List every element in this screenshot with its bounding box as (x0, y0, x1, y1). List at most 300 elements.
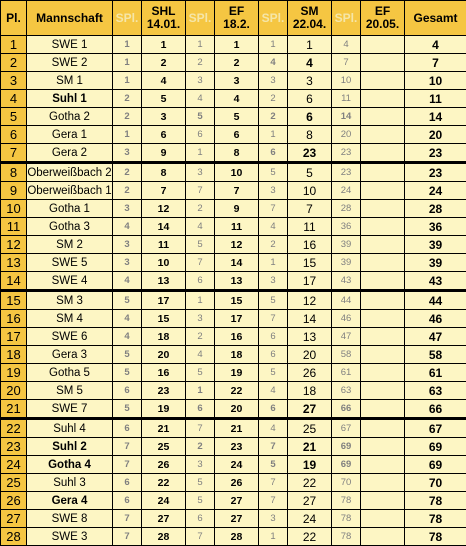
header-shl-label: SHL (152, 4, 176, 18)
total-points: 63 (405, 382, 466, 400)
spl-ef: 4 (186, 90, 215, 108)
spl-shl: 5 (113, 346, 142, 364)
team-name: Gotha 4 (27, 456, 113, 474)
points-ef: 27 (215, 510, 259, 528)
team-name: SM 1 (27, 72, 113, 90)
points-ef2 (361, 182, 405, 200)
points-ef2 (361, 438, 405, 456)
place: 23 (1, 438, 27, 456)
spl-sm: 2 (259, 108, 288, 126)
spl-ef: 1 (186, 291, 215, 310)
header-sm (288, 1, 332, 36)
spl-shl: 6 (113, 492, 142, 510)
total-points: 78 (405, 528, 466, 546)
team-name: Suhl 4 (27, 419, 113, 438)
points-ef2 (361, 528, 405, 546)
total-points: 4 (405, 36, 466, 54)
total-points: 69 (405, 456, 466, 474)
place: 5 (1, 108, 27, 126)
points-sm: 6 (288, 108, 332, 126)
spl-ef2: 46 (332, 310, 361, 328)
spl-sm: 7 (259, 200, 288, 218)
spl-ef2: 78 (332, 492, 361, 510)
spl-shl: 1 (113, 54, 142, 72)
points-ef2 (361, 400, 405, 419)
table-row (1, 310, 466, 328)
spl-sm: 1 (259, 36, 288, 54)
header-shl (142, 1, 186, 36)
points-ef: 26 (215, 474, 259, 492)
spl-sm: 6 (259, 346, 288, 364)
table-row (1, 126, 466, 144)
spl-ef2: 58 (332, 346, 361, 364)
points-shl: 25 (142, 438, 186, 456)
points-sm: 21 (288, 438, 332, 456)
header-total: Gesamt (405, 1, 466, 36)
points-ef: 12 (215, 236, 259, 254)
team-name: Suhl 2 (27, 438, 113, 456)
spl-ef: 2 (186, 438, 215, 456)
spl-ef2: 63 (332, 382, 361, 400)
total-points: 24 (405, 182, 466, 200)
spl-ef: 7 (186, 528, 215, 546)
points-ef2 (361, 108, 405, 126)
place: 27 (1, 510, 27, 528)
points-sm: 26 (288, 364, 332, 382)
table-row (1, 474, 466, 492)
spl-ef: 4 (186, 218, 215, 236)
spl-shl: 2 (113, 182, 142, 200)
points-ef2 (361, 474, 405, 492)
header-spl-2: SPl. (186, 1, 215, 36)
spl-shl: 7 (113, 438, 142, 456)
points-ef2 (361, 218, 405, 236)
team-name: Suhl 3 (27, 474, 113, 492)
points-sm: 14 (288, 310, 332, 328)
points-sm: 10 (288, 182, 332, 200)
header-spl-3: SPl. (259, 1, 288, 36)
spl-sm: 3 (259, 272, 288, 291)
points-sm: 5 (288, 163, 332, 182)
points-ef2 (361, 163, 405, 182)
team-name: SM 3 (27, 291, 113, 310)
place: 13 (1, 254, 27, 272)
points-shl: 1 (142, 36, 186, 54)
place: 18 (1, 346, 27, 364)
table-row (1, 200, 466, 218)
header-team: Mannschaft (27, 1, 113, 36)
points-shl: 26 (142, 456, 186, 474)
team-name: SWE 6 (27, 328, 113, 346)
points-shl: 28 (142, 528, 186, 546)
spl-sm: 4 (259, 382, 288, 400)
table-row (1, 54, 466, 72)
total-points: 28 (405, 200, 466, 218)
points-sm: 24 (288, 510, 332, 528)
points-sm: 22 (288, 528, 332, 546)
table-row (1, 382, 466, 400)
table-row (1, 528, 466, 546)
points-ef: 4 (215, 90, 259, 108)
place: 25 (1, 474, 27, 492)
table-row (1, 218, 466, 236)
points-sm: 16 (288, 236, 332, 254)
place: 22 (1, 419, 27, 438)
team-name: Gera 2 (27, 144, 113, 163)
spl-sm: 6 (259, 400, 288, 419)
team-name: Oberweißbach 1 (27, 182, 113, 200)
header-ef (215, 1, 259, 36)
spl-sm: 5 (259, 364, 288, 382)
total-points: 47 (405, 328, 466, 346)
spl-shl: 2 (113, 90, 142, 108)
points-sm: 7 (288, 200, 332, 218)
spl-ef2: 20 (332, 126, 361, 144)
table-row (1, 510, 466, 528)
place: 21 (1, 400, 27, 419)
place: 15 (1, 291, 27, 310)
spl-ef: 5 (186, 108, 215, 126)
spl-shl: 3 (113, 144, 142, 163)
total-points: 11 (405, 90, 466, 108)
spl-shl: 2 (113, 163, 142, 182)
header-shl-date: 14.01. (147, 17, 180, 31)
points-sm: 19 (288, 456, 332, 474)
spl-ef: 2 (186, 328, 215, 346)
spl-sm: 1 (259, 254, 288, 272)
points-sm: 4 (288, 54, 332, 72)
header-sm-date: 22.04. (293, 17, 326, 31)
team-name: SM 2 (27, 236, 113, 254)
points-sm: 20 (288, 346, 332, 364)
header-ef-label: EF (229, 4, 244, 18)
header-ef2 (361, 1, 405, 36)
points-ef2 (361, 200, 405, 218)
total-points: 44 (405, 291, 466, 310)
team-name: Gotha 5 (27, 364, 113, 382)
spl-shl: 6 (113, 474, 142, 492)
spl-ef2: 14 (332, 108, 361, 126)
spl-ef2: 39 (332, 236, 361, 254)
team-name: Gotha 1 (27, 200, 113, 218)
table-row (1, 163, 466, 182)
team-name: Gera 3 (27, 346, 113, 364)
points-shl: 8 (142, 163, 186, 182)
total-points: 23 (405, 163, 466, 182)
table-row (1, 400, 466, 419)
spl-ef2: 44 (332, 291, 361, 310)
spl-ef: 5 (186, 492, 215, 510)
spl-ef2: 36 (332, 218, 361, 236)
points-ef: 28 (215, 528, 259, 546)
spl-ef2: 28 (332, 200, 361, 218)
table-row (1, 492, 466, 510)
points-shl: 7 (142, 182, 186, 200)
points-sm: 3 (288, 72, 332, 90)
total-points: 7 (405, 54, 466, 72)
spl-shl: 7 (113, 456, 142, 474)
spl-sm: 2 (259, 236, 288, 254)
points-ef2 (361, 72, 405, 90)
spl-ef: 7 (186, 254, 215, 272)
team-name: SWE 5 (27, 254, 113, 272)
spl-ef: 1 (186, 144, 215, 163)
points-sm: 11 (288, 218, 332, 236)
points-sm: 12 (288, 291, 332, 310)
spl-shl: 5 (113, 291, 142, 310)
table-row (1, 328, 466, 346)
table-row (1, 72, 466, 90)
points-sm: 25 (288, 419, 332, 438)
place: 28 (1, 528, 27, 546)
points-shl: 12 (142, 200, 186, 218)
spl-ef: 1 (186, 36, 215, 54)
header-spl-1: SPl. (113, 1, 142, 36)
place: 8 (1, 163, 27, 182)
spl-sm: 4 (259, 419, 288, 438)
team-name: SWE 1 (27, 36, 113, 54)
team-name: SWE 4 (27, 272, 113, 291)
table-row (1, 272, 466, 291)
points-shl: 22 (142, 474, 186, 492)
spl-ef: 6 (186, 126, 215, 144)
table-row (1, 90, 466, 108)
spl-ef2: 11 (332, 90, 361, 108)
spl-sm: 7 (259, 438, 288, 456)
place: 10 (1, 200, 27, 218)
points-ef2 (361, 126, 405, 144)
points-sm: 27 (288, 492, 332, 510)
spl-ef: 3 (186, 163, 215, 182)
spl-ef2: 69 (332, 438, 361, 456)
points-shl: 20 (142, 346, 186, 364)
points-sm: 18 (288, 382, 332, 400)
spl-sm: 3 (259, 182, 288, 200)
total-points: 36 (405, 218, 466, 236)
spl-ef2: 23 (332, 144, 361, 163)
spl-ef: 7 (186, 419, 215, 438)
total-points: 39 (405, 236, 466, 254)
points-ef: 9 (215, 200, 259, 218)
total-points: 66 (405, 400, 466, 419)
spl-shl: 4 (113, 218, 142, 236)
header-row (1, 1, 466, 36)
table-row (1, 364, 466, 382)
team-name: Oberweißbach 2 (27, 163, 113, 182)
points-ef: 19 (215, 364, 259, 382)
place: 11 (1, 218, 27, 236)
spl-shl: 4 (113, 272, 142, 291)
table-row (1, 144, 466, 163)
points-shl: 19 (142, 400, 186, 419)
spl-ef: 2 (186, 200, 215, 218)
points-sm: 15 (288, 254, 332, 272)
place: 3 (1, 72, 27, 90)
table-row (1, 254, 466, 272)
spl-ef2: 78 (332, 510, 361, 528)
spl-sm: 4 (259, 54, 288, 72)
points-ef2 (361, 291, 405, 310)
points-sm: 6 (288, 90, 332, 108)
points-ef: 24 (215, 456, 259, 474)
points-shl: 11 (142, 236, 186, 254)
spl-shl: 2 (113, 108, 142, 126)
points-shl: 14 (142, 218, 186, 236)
points-sm: 1 (288, 36, 332, 54)
points-sm: 17 (288, 272, 332, 291)
spl-sm: 5 (259, 163, 288, 182)
table-row (1, 438, 466, 456)
total-points: 78 (405, 492, 466, 510)
total-points: 39 (405, 254, 466, 272)
spl-sm: 3 (259, 510, 288, 528)
place: 1 (1, 36, 27, 54)
spl-shl: 3 (113, 254, 142, 272)
spl-ef2: 10 (332, 72, 361, 90)
points-ef: 2 (215, 54, 259, 72)
table-row (1, 236, 466, 254)
team-name: SWE 7 (27, 400, 113, 419)
spl-ef2: 24 (332, 182, 361, 200)
standings-body (1, 36, 466, 546)
spl-ef: 6 (186, 272, 215, 291)
points-shl: 18 (142, 328, 186, 346)
points-ef2 (361, 346, 405, 364)
spl-ef2: 69 (332, 456, 361, 474)
points-shl: 10 (142, 254, 186, 272)
points-ef: 18 (215, 346, 259, 364)
spl-ef: 5 (186, 474, 215, 492)
points-ef2 (361, 272, 405, 291)
points-ef: 5 (215, 108, 259, 126)
spl-shl: 4 (113, 328, 142, 346)
spl-ef2: 39 (332, 254, 361, 272)
points-sm: 22 (288, 474, 332, 492)
table-row (1, 108, 466, 126)
header-spl-4: SPl. (332, 1, 361, 36)
header-ef2-label: EF (375, 4, 390, 18)
table-row (1, 419, 466, 438)
team-name: Gotha 3 (27, 218, 113, 236)
spl-ef2: 4 (332, 36, 361, 54)
spl-shl: 3 (113, 200, 142, 218)
spl-ef2: 66 (332, 400, 361, 419)
points-ef2 (361, 236, 405, 254)
spl-sm: 7 (259, 310, 288, 328)
total-points: 70 (405, 474, 466, 492)
team-name: Gera 1 (27, 126, 113, 144)
spl-ef2: 61 (332, 364, 361, 382)
spl-shl: 6 (113, 382, 142, 400)
points-ef: 22 (215, 382, 259, 400)
spl-ef: 5 (186, 364, 215, 382)
spl-sm: 7 (259, 492, 288, 510)
table-row (1, 36, 466, 54)
points-ef: 13 (215, 272, 259, 291)
points-sm: 23 (288, 144, 332, 163)
points-shl: 27 (142, 510, 186, 528)
spl-ef2: 67 (332, 419, 361, 438)
points-shl: 3 (142, 108, 186, 126)
points-ef: 17 (215, 310, 259, 328)
points-shl: 17 (142, 291, 186, 310)
spl-shl: 7 (113, 528, 142, 546)
place: 20 (1, 382, 27, 400)
spl-shl: 1 (113, 72, 142, 90)
points-shl: 16 (142, 364, 186, 382)
team-name: Gera 4 (27, 492, 113, 510)
place: 14 (1, 272, 27, 291)
total-points: 69 (405, 438, 466, 456)
points-ef2 (361, 328, 405, 346)
spl-sm: 6 (259, 328, 288, 346)
team-name: SWE 8 (27, 510, 113, 528)
spl-ef: 1 (186, 382, 215, 400)
spl-sm: 1 (259, 126, 288, 144)
points-shl: 13 (142, 272, 186, 291)
total-points: 61 (405, 364, 466, 382)
points-shl: 24 (142, 492, 186, 510)
points-ef2 (361, 510, 405, 528)
place: 12 (1, 236, 27, 254)
team-name: SWE 3 (27, 528, 113, 546)
table-row (1, 291, 466, 310)
spl-sm: 1 (259, 528, 288, 546)
points-ef: 10 (215, 163, 259, 182)
place: 17 (1, 328, 27, 346)
points-ef: 11 (215, 218, 259, 236)
spl-ef: 2 (186, 54, 215, 72)
spl-shl: 7 (113, 510, 142, 528)
place: 24 (1, 456, 27, 474)
points-ef: 1 (215, 36, 259, 54)
spl-sm: 3 (259, 72, 288, 90)
spl-ef2: 43 (332, 272, 361, 291)
spl-ef2: 23 (332, 163, 361, 182)
points-shl: 21 (142, 419, 186, 438)
points-ef: 3 (215, 72, 259, 90)
spl-ef: 5 (186, 236, 215, 254)
points-ef: 20 (215, 400, 259, 419)
points-shl: 5 (142, 90, 186, 108)
points-shl: 2 (142, 54, 186, 72)
points-ef2 (361, 254, 405, 272)
points-ef2 (361, 310, 405, 328)
spl-shl: 4 (113, 310, 142, 328)
spl-sm: 5 (259, 456, 288, 474)
points-sm: 27 (288, 400, 332, 419)
spl-ef2: 70 (332, 474, 361, 492)
points-ef2 (361, 36, 405, 54)
spl-sm: 2 (259, 90, 288, 108)
points-ef: 16 (215, 328, 259, 346)
spl-ef: 4 (186, 346, 215, 364)
spl-sm: 6 (259, 144, 288, 163)
spl-ef: 7 (186, 182, 215, 200)
table-row (1, 456, 466, 474)
total-points: 78 (405, 510, 466, 528)
points-ef2 (361, 144, 405, 163)
team-name: SM 5 (27, 382, 113, 400)
points-ef2 (361, 90, 405, 108)
team-name: SM 4 (27, 310, 113, 328)
points-shl: 23 (142, 382, 186, 400)
spl-sm: 4 (259, 218, 288, 236)
points-ef: 15 (215, 291, 259, 310)
place: 4 (1, 90, 27, 108)
place: 9 (1, 182, 27, 200)
points-ef: 27 (215, 492, 259, 510)
